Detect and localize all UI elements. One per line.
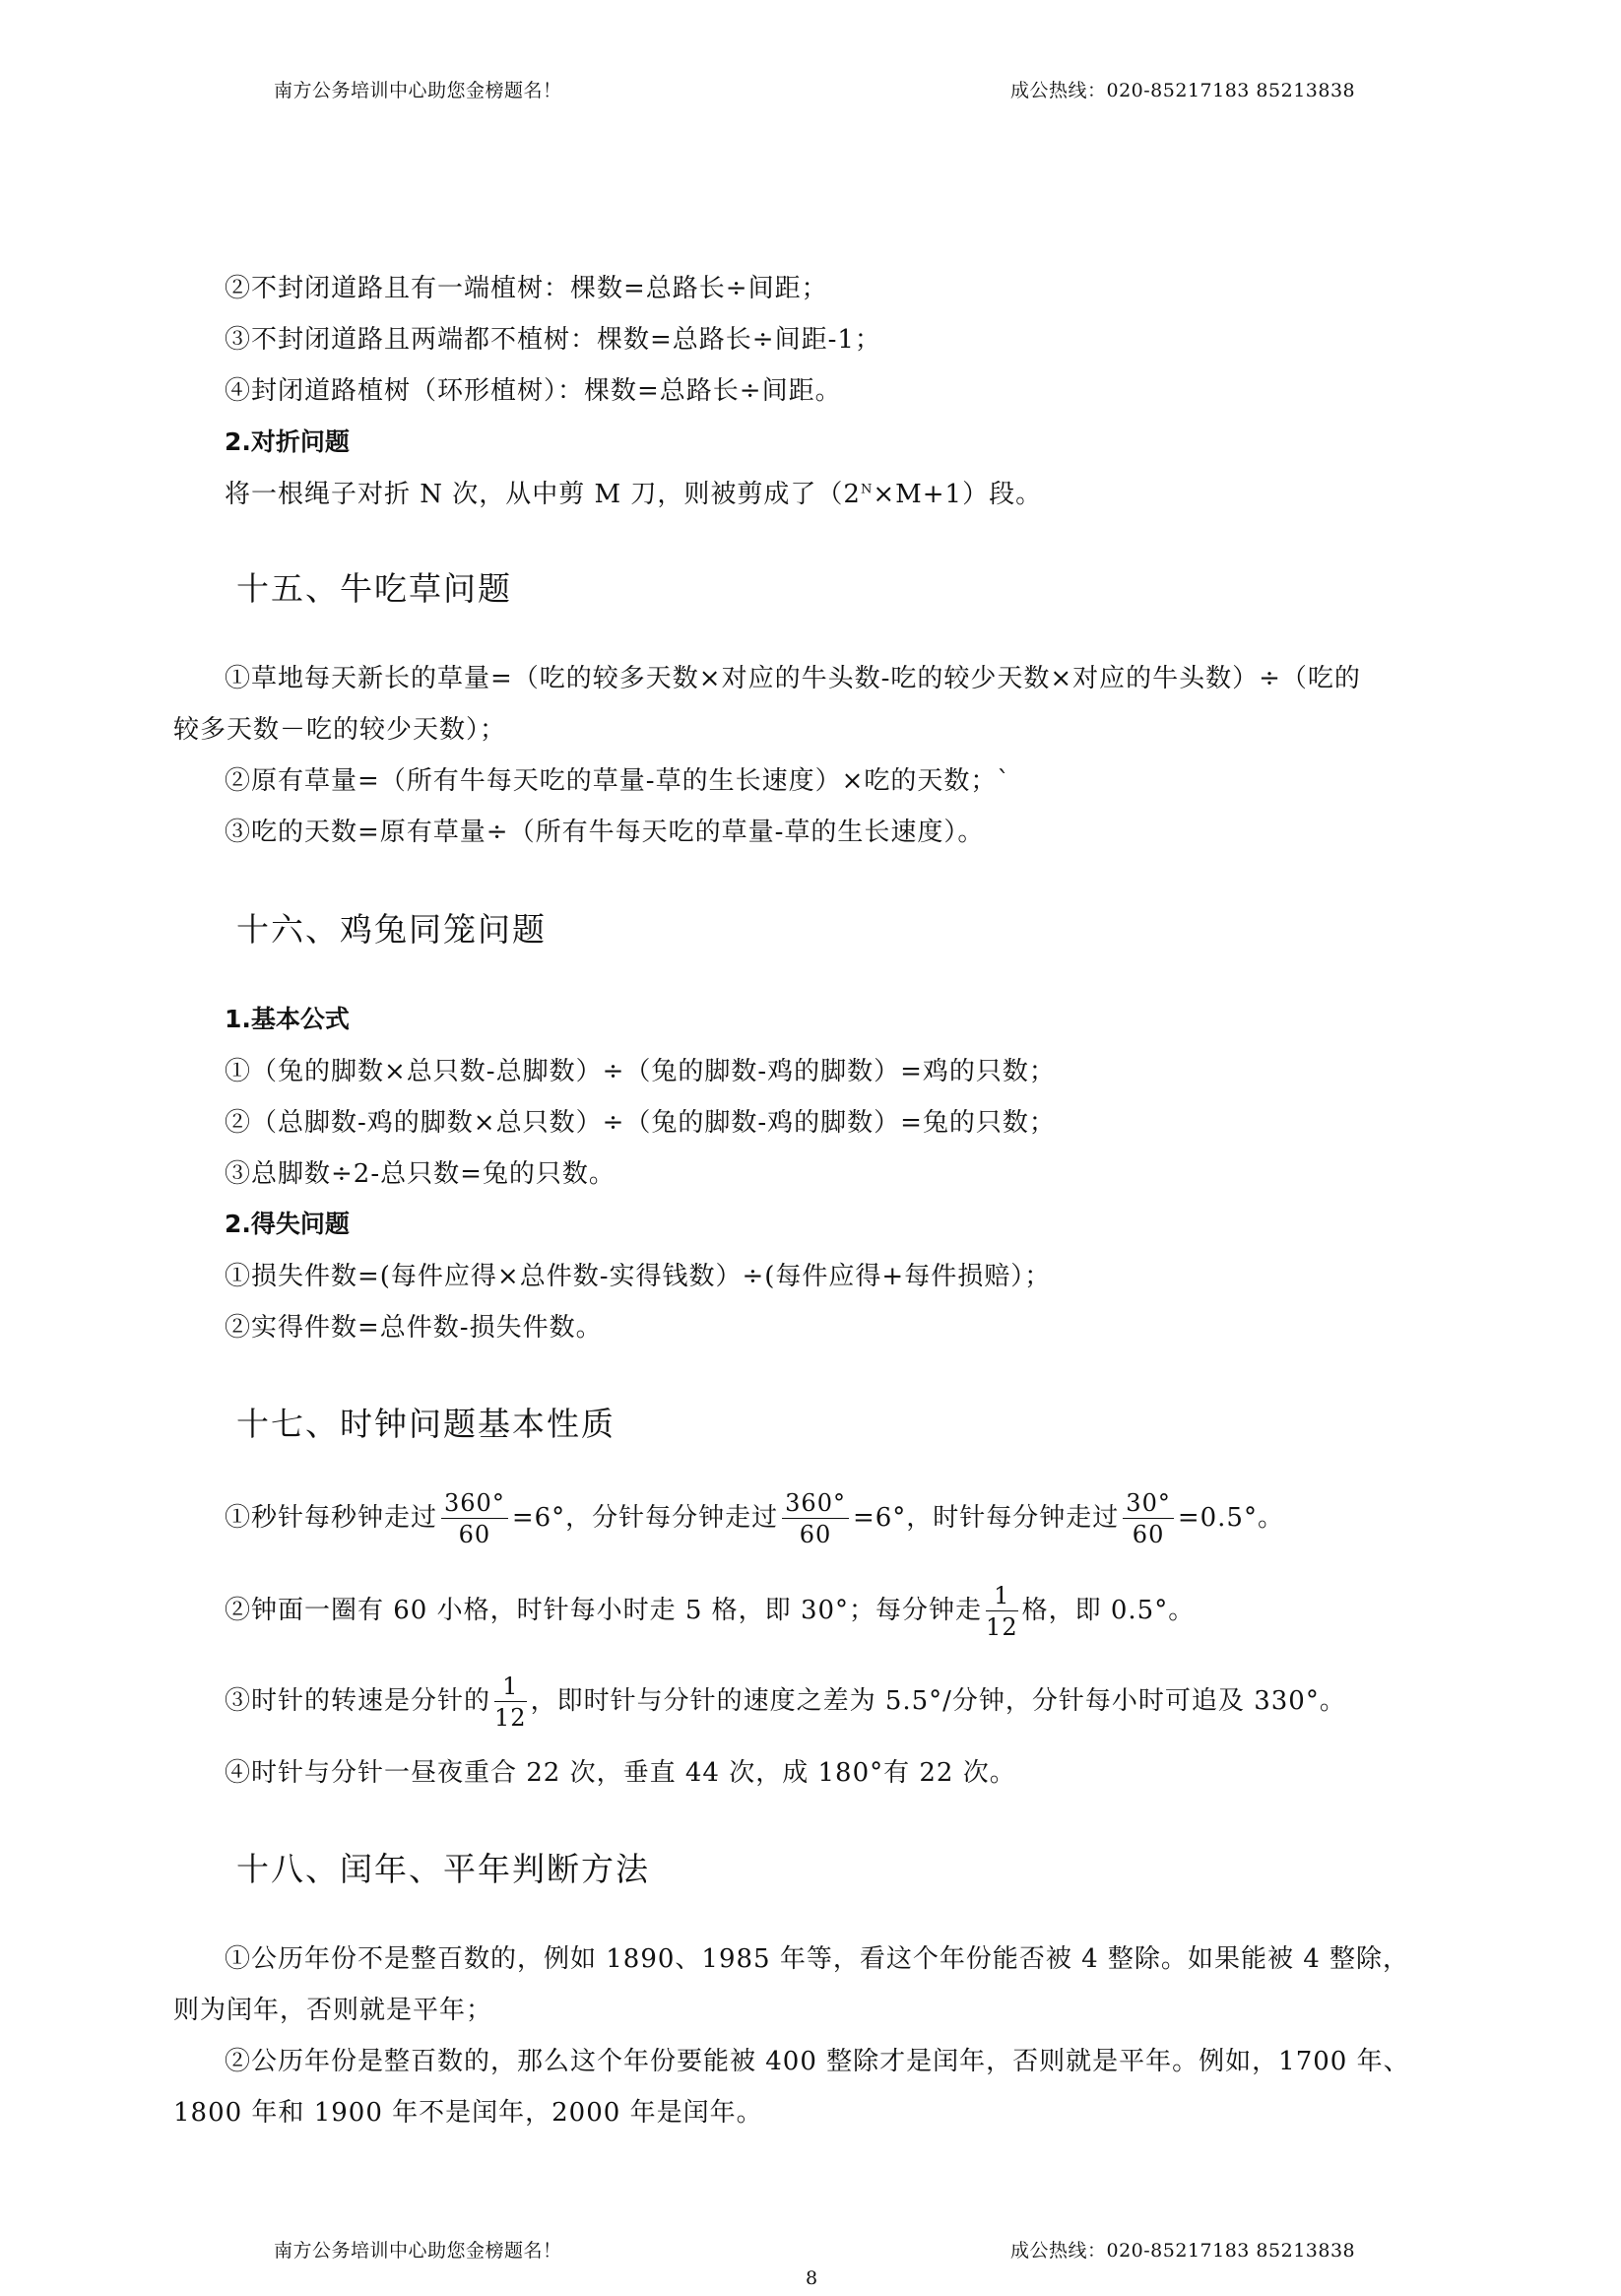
section-17-title: 十七、时钟问题基本性质 <box>236 1405 616 1443</box>
s17-line-3 <box>225 1674 1346 1730</box>
s18-line-2b: 1800 年和 1900 年不是闰年，2000 年是闰年。 <box>173 2098 763 2128</box>
section-18-title: 十八、闰年、平年判断方法 <box>236 1850 650 1888</box>
s17-line-1 <box>225 1491 1284 1546</box>
s16-line-3: ③总脚数÷2-总只数=兔的只数。 <box>225 1159 616 1189</box>
s17-line-3-a: ③时针的转速是分针的 <box>225 1686 491 1716</box>
s18-line-1a: ①公历年份不是整百数的，例如 1890、1985 年等，看这个年份能否被 4 整除。如果能被 4 整除， <box>225 1944 1410 1974</box>
s17-line-3-b: ，即时针与分针的速度之差为 5.5°/分钟，分针每小时可追及 330°。 <box>530 1686 1346 1716</box>
s16-line-4: ①损失件数=(每件应得×总件数-实得钱数）÷(每件应得+每件损赔）； <box>225 1262 1052 1291</box>
s17-line-2-a: ②钟面一圈有 60 小格，时针每小时走 5 格，即 30°；每分钟走 <box>225 1596 983 1625</box>
page-number: 8 <box>806 2267 818 2289</box>
s18-line-1b: 则为闰年，否则就是平年； <box>173 1996 493 2025</box>
fraction-numerator: 360° <box>782 1491 849 1519</box>
folding-rule <box>225 474 1042 510</box>
s18-line-2a: ②公历年份是整百数的，那么这个年份要能被 400 整除才是闰年，否则就是平年。例如，1700 年、 <box>225 2047 1410 2076</box>
s17-line-2-b: 格，即 0.5°。 <box>1021 1596 1196 1625</box>
fraction-numerator: 1 <box>986 1584 1018 1611</box>
fraction-numerator: 360° <box>441 1491 508 1519</box>
s17-line-1-d: =0.5°。 <box>1177 1503 1284 1533</box>
s15-line-1a: ①草地每天新长的草量=（吃的较多天数×对应的牛头数-吃的较少天数×对应的牛头数）÷（吃的 <box>225 664 1361 693</box>
planting-rule-3: ③不封闭道路且两端都不植树：棵数=总路长÷间距-1； <box>225 325 881 355</box>
planting-rule-4: ④封闭道路植树（环形植树）：棵数=总路长÷间距。 <box>225 376 842 406</box>
s15-line-1b: 较多天数－吃的较少天数）； <box>173 715 507 745</box>
fraction-denominator: 60 <box>458 1521 491 1548</box>
folding-rule-a: 将一根绳子对折 N 次，从中剪 M 刀，则被剪成了（2 <box>225 480 861 509</box>
fraction-numerator: 1 <box>494 1674 527 1702</box>
s16-line-5: ②实得件数=总件数-损失件数。 <box>225 1313 603 1343</box>
s17-line-1-a: ①秒针每秒钟走过 <box>225 1503 438 1533</box>
folding-rule-exponent: N <box>860 482 874 497</box>
header-left: 南方公务培训中心助您金榜题名！ <box>274 80 562 101</box>
s16-line-2: ②（总脚数-鸡的脚数×总只数）÷（兔的脚数-鸡的脚数）=兔的只数； <box>225 1108 1056 1138</box>
s17-line-4: ④时针与分针一昼夜重合 22 次，垂直 44 次，成 180°有 22 次。 <box>225 1758 1016 1788</box>
fraction-numerator: 30° <box>1123 1491 1174 1519</box>
footer-right: 成公热线：020-85217183 85213838 <box>1010 2240 1356 2262</box>
fraction-360-60 <box>441 1491 508 1546</box>
s15-line-3: ③吃的天数=原有草量÷（所有牛每天吃的草量-草的生长速度）。 <box>225 818 985 847</box>
fraction-30-60 <box>1123 1491 1174 1546</box>
fraction-denominator: 12 <box>494 1704 527 1732</box>
fraction-denominator: 60 <box>799 1521 832 1548</box>
folding-rule-b: ×M+1）段。 <box>873 480 1043 509</box>
s16-line-1: ①（兔的脚数×总只数-总脚数）÷（兔的脚数-鸡的脚数）=鸡的只数； <box>225 1057 1056 1086</box>
section-15-title: 十五、牛吃草问题 <box>236 569 512 608</box>
fraction-1-12 <box>494 1674 527 1730</box>
planting-rule-2: ②不封闭道路且有一端植树：棵数=总路长÷间距； <box>225 274 828 303</box>
header-right: 成公热线：020-85217183 85213838 <box>1010 80 1356 101</box>
s17-line-2 <box>225 1584 1195 1639</box>
fraction-360-60 <box>782 1491 849 1546</box>
section-16-title: 十六、鸡兔同笼问题 <box>236 910 547 949</box>
fraction-1-12 <box>986 1584 1018 1639</box>
s17-line-1-b: =6°，分针每分钟走过 <box>511 1503 779 1533</box>
subheading-gain-loss: 2.得失问题 <box>225 1210 350 1238</box>
fraction-denominator: 60 <box>1132 1521 1165 1548</box>
subheading-basic-formula: 1.基本公式 <box>225 1005 350 1033</box>
s17-line-1-c: =6°，时针每分钟走过 <box>852 1503 1120 1533</box>
subheading-folding: 2.对折问题 <box>225 427 350 456</box>
fraction-denominator: 12 <box>986 1613 1018 1641</box>
s15-line-2: ②原有草量=（所有牛每天吃的草量-草的生长速度）×吃的天数；` <box>225 766 1011 796</box>
footer-left: 南方公务培训中心助您金榜题名！ <box>274 2240 562 2262</box>
